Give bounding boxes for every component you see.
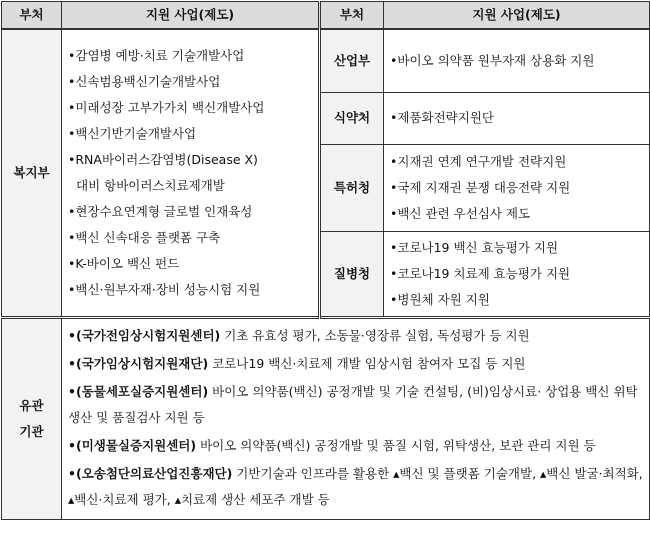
welfare-program-list bbox=[62, 29, 320, 317]
list-item: •K-바이오 백신 펀드 bbox=[68, 255, 180, 271]
list-item: •코로나19 치료제 효능평가 지원 bbox=[390, 265, 571, 281]
list-item: •국제 지재권 분쟁 대응전략 지원 bbox=[390, 179, 571, 195]
list-item: •(오송첨단의료산업진흥재단) 기반기술과 인프라를 활용한 ▴백신 및 플랫폼 기술개발, ▴백신 발굴·최적화, ▴백신·치료제 평가, ▴치료제 생산 세포주 개발 등 bbox=[68, 465, 643, 507]
list-item: •바이오 의약품 원부자재 상용화 지원 bbox=[390, 52, 595, 68]
list-item: •지재권 연계 연구개발 전략지원 bbox=[390, 153, 567, 169]
dept-kipo: 특허청 bbox=[320, 144, 384, 231]
dept-mfds: 식약처 bbox=[320, 92, 384, 144]
list-item: •(동물세포실증지원센터) 바이오 의약품(백신) 공정개발 및 기술 컨설팅, (비)임상시료· 상업용 백신 위탁 생산 및 품질검사 지원 등 bbox=[68, 383, 638, 425]
row-industry bbox=[2, 29, 650, 92]
list-item: 대비 항바이러스치료제개발 bbox=[76, 177, 225, 193]
list-item: •(국가전임상시험지원센터) 기초 유효성 평가, 소동물·영장류 실험, 독성평가 등 지원 bbox=[68, 327, 530, 343]
dept-industry: 산업부 bbox=[320, 29, 384, 92]
list-item: •제품화전략지원단 bbox=[390, 110, 494, 125]
header-program-right: 지원 사업(제도) bbox=[384, 2, 650, 30]
list-item: •(국가임상시험지원재단) 코로나19 백신·치료제 개발 임상시험 참여자 모집 등 지원 bbox=[68, 355, 526, 371]
list-item: •감염병 예방·치료 기술개발사업 bbox=[68, 47, 245, 63]
list-item: •백신 신속대응 플랫폼 구축 bbox=[68, 229, 221, 245]
mfds-program-list bbox=[384, 92, 650, 144]
dept-related-institutions: 유관 기관 bbox=[2, 317, 62, 519]
industry-program-list bbox=[384, 29, 650, 92]
support-program-table bbox=[1, 1, 650, 520]
dept-welfare: 복지부 bbox=[2, 29, 62, 317]
list-item: •(미생물실증지원센터) 바이오 의약품(백신) 공정개발 및 품질 시험, 위탁생산, 보관 관리 지원 등 bbox=[68, 437, 596, 453]
kdca-program-list bbox=[384, 231, 650, 317]
list-item: •현장수요연계형 글로벌 인재육성 bbox=[68, 203, 253, 219]
list-item: •백신 관련 우선심사 제도 bbox=[390, 205, 531, 221]
list-item: •백신기반기술개발사업 bbox=[68, 125, 197, 141]
institution-list bbox=[62, 317, 650, 519]
kipo-program-list bbox=[384, 144, 650, 231]
list-item: •RNA바이러스감염병(Disease X) bbox=[68, 151, 258, 167]
row-related-institutions bbox=[2, 317, 650, 519]
list-item: •신속범용백신기술개발사업 bbox=[68, 73, 221, 89]
header-dept-left: 부처 bbox=[2, 2, 62, 30]
header-dept-right: 부처 bbox=[320, 2, 384, 30]
header-program-left: 지원 사업(제도) bbox=[62, 2, 320, 30]
dept-kdca: 질병청 bbox=[320, 231, 384, 317]
list-item: •병원체 자원 지원 bbox=[390, 291, 490, 307]
list-item: •백신·원부자재·장비 성능시험 지원 bbox=[68, 281, 261, 297]
list-item: •코로나19 백신 효능평가 지원 bbox=[390, 239, 559, 255]
list-item: •미래성장 고부가가치 백신개발사업 bbox=[68, 99, 265, 115]
header-row bbox=[2, 2, 650, 30]
